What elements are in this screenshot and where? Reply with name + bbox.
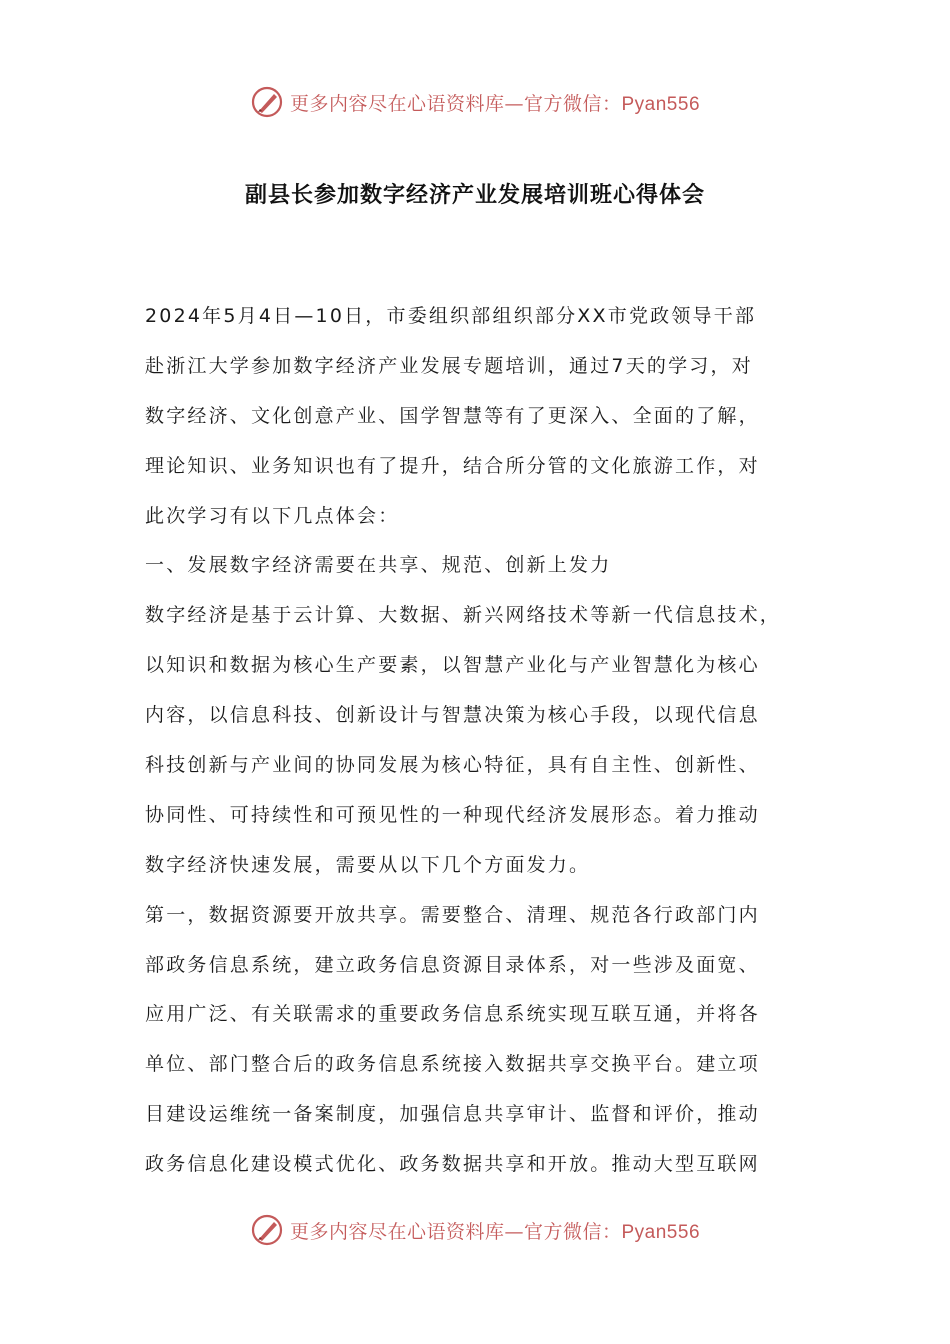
- body-line: 数字经济快速发展，需要从以下几个方面发力。: [145, 853, 591, 876]
- body-line: 应用广泛、有关联需求的重要政务信息系统实现互联互通，并将各: [145, 1003, 760, 1026]
- body-line: 目建设运维统一备案制度，加强信息共享审计、监督和评价，推动: [145, 1103, 760, 1126]
- quill-logo-icon: [250, 1213, 284, 1247]
- body-line: 第一，数据资源要开放共享。需要整合、清理、规范各行政部门内: [145, 903, 760, 926]
- watermark-text: 更多内容尽在心语资料库—官方微信：Pyan556: [289, 1220, 701, 1243]
- body-line: 赴浙江大学参加数字经济产业发展专题培训，通过7天的学习，对: [145, 354, 753, 377]
- body-line: 2024年5月4日—10日，市委组织部组织部分XX市党政领导干部: [145, 305, 757, 327]
- watermark-text: 更多内容尽在心语资料库—官方微信：Pyan556: [289, 92, 701, 115]
- body-line: 理论知识、业务知识也有了提升，结合所分管的文化旅游工作，对: [145, 454, 760, 477]
- body-line: 此次学习有以下几点体会：: [145, 504, 400, 527]
- footer-watermark: [0, 1210, 950, 1250]
- document-body: [145, 292, 817, 1190]
- body-line: 内容，以信息科技、创新设计与智慧决策为核心手段，以现代信息: [145, 704, 760, 727]
- header-watermark: [0, 82, 950, 122]
- body-line: 协同性、可持续性和可预见性的一种现代经济发展形态。着力推动: [145, 803, 760, 826]
- body-line: 政务信息化建设模式优化、政务数据共享和开放。推动大型互联网: [145, 1153, 760, 1176]
- body-line: 数字经济是基于云计算、大数据、新兴网络技术等新一代信息技术，: [145, 604, 782, 627]
- body-line: 单位、部门整合后的政务信息系统接入数据共享交换平台。建立项: [145, 1053, 760, 1076]
- document-title: 副县长参加数字经济产业发展培训班心得体会: [244, 183, 705, 208]
- body-line: 部政务信息系统，建立政务信息资源目录体系，对一些涉及面宽、: [145, 953, 760, 976]
- body-line: 数字经济、文化创意产业、国学智慧等有了更深入、全面的了解，: [145, 404, 760, 427]
- body-line: 以知识和数据为核心生产要素，以智慧产业化与产业智慧化为核心: [145, 654, 760, 677]
- body-line: 科技创新与产业间的协同发展为核心特征，具有自主性、创新性、: [145, 754, 760, 777]
- quill-logo-icon: [250, 85, 284, 119]
- section-heading: 一、发展数字经济需要在共享、规范、创新上发力: [145, 554, 612, 577]
